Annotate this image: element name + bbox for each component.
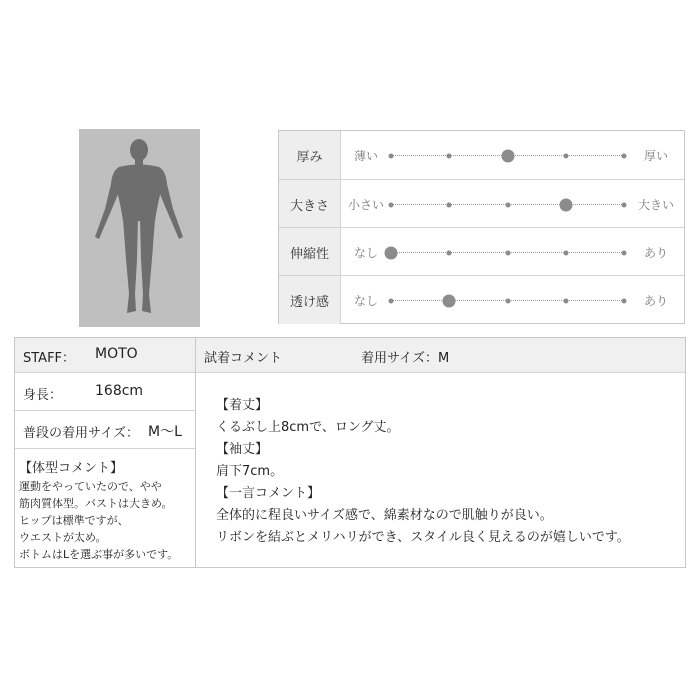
usual-size-value: M〜L <box>148 424 182 440</box>
attribute-label: 大きさ <box>279 180 341 228</box>
scale-track <box>391 252 624 253</box>
scale-selected-marker <box>385 247 398 260</box>
fitting-comment-line: リボンを結ぶとメリハリができ、スタイル良く見えるのが嬉しいです。 <box>216 530 630 545</box>
body-comment-line: ウエストが太め。 <box>19 531 107 544</box>
scale-step-dot <box>505 299 510 304</box>
scale-selected-marker <box>501 150 514 163</box>
usual-size-row <box>15 411 196 449</box>
fabric-attribute-table <box>278 130 685 324</box>
fitting-comment-line: 肩下7cm。 <box>216 464 284 479</box>
scale-track <box>391 300 624 301</box>
scale-step-dot <box>505 203 510 208</box>
attribute-row <box>279 179 684 228</box>
scale-step-dot <box>563 154 568 159</box>
scale-max-label: あり <box>643 245 668 260</box>
fitting-comment-line: 【一言コメント】 <box>216 486 321 501</box>
scale-max-label: 大きい <box>637 197 674 212</box>
attribute-scale <box>341 180 684 228</box>
fitting-comment-text <box>216 395 630 549</box>
attribute-row <box>279 227 684 276</box>
body-comment-line: 運動をやっていたので、やや <box>19 480 162 493</box>
usual-size-label: 普段の着用サイズ： <box>23 426 139 441</box>
body-comment-line: ヒップは標準ですが、 <box>19 514 129 527</box>
scale-step-dot <box>622 154 627 159</box>
scale-track <box>391 155 624 156</box>
attribute-row <box>279 131 684 179</box>
body-comment-line: 筋肉質体型。バストは大きめ。 <box>19 497 173 510</box>
staff-name-row <box>15 338 196 373</box>
staff-label: STAFF： <box>23 351 76 366</box>
scale-step-dot <box>389 299 394 304</box>
attribute-row <box>279 275 684 324</box>
height-value: 168cm <box>95 383 144 399</box>
attribute-scale <box>341 276 684 324</box>
body-comment-text <box>19 478 178 563</box>
scale-step-dot <box>622 299 627 304</box>
scale-min-label: なし <box>353 245 378 260</box>
scale-step-dot <box>389 154 394 159</box>
scale-step-dot <box>622 251 627 256</box>
scale-step-dot <box>447 203 452 208</box>
fitting-comment-body <box>196 373 685 567</box>
height-row <box>15 373 196 411</box>
scale-step-dot <box>447 154 452 159</box>
attribute-label: 厚み <box>279 131 341 179</box>
body-comment-cell <box>15 449 196 567</box>
scale-max-label: 厚い <box>643 148 668 163</box>
fitting-comment-label: 試着コメント <box>204 351 283 366</box>
scale-min-label: なし <box>353 293 378 308</box>
scale-step-dot <box>505 251 510 256</box>
height-label: 身長： <box>23 388 63 403</box>
attribute-label: 透け感 <box>279 276 341 324</box>
model-silhouette-panel <box>79 129 200 327</box>
staff-name: MOTO <box>95 346 138 362</box>
fitting-comment-line: 【着丈】 <box>216 398 269 413</box>
body-comment-line: ボトムはLを選ぶ事が多いです。 <box>19 548 179 561</box>
person-silhouette-icon <box>79 129 200 327</box>
scale-step-dot <box>389 203 394 208</box>
scale-step-dot <box>563 299 568 304</box>
scale-min-label: 薄い <box>353 148 378 163</box>
scale-step-dot <box>563 251 568 256</box>
fitting-comment-line: くるぶし上8cmで、ロング丈。 <box>216 420 400 435</box>
scale-max-label: あり <box>643 293 668 308</box>
scale-track <box>391 204 624 205</box>
attribute-scale <box>341 131 684 179</box>
scale-selected-marker <box>443 295 456 308</box>
body-comment-title: 【体型コメント】 <box>19 461 124 476</box>
fitting-comment-line: 全体的に程良いサイズ感で、綿素材なので肌触りが良い。 <box>216 508 553 523</box>
scale-step-dot <box>447 251 452 256</box>
attribute-label: 伸縮性 <box>279 228 341 276</box>
scale-min-label: 小さい <box>347 197 384 212</box>
scale-step-dot <box>622 203 627 208</box>
staff-info-table <box>14 337 686 568</box>
attribute-scale <box>341 228 684 276</box>
wearing-size-label: 着用サイズ：M <box>361 351 450 366</box>
fitting-comment-line: 【袖丈】 <box>216 442 269 457</box>
fitting-comment-header <box>196 338 685 373</box>
scale-selected-marker <box>559 199 572 212</box>
